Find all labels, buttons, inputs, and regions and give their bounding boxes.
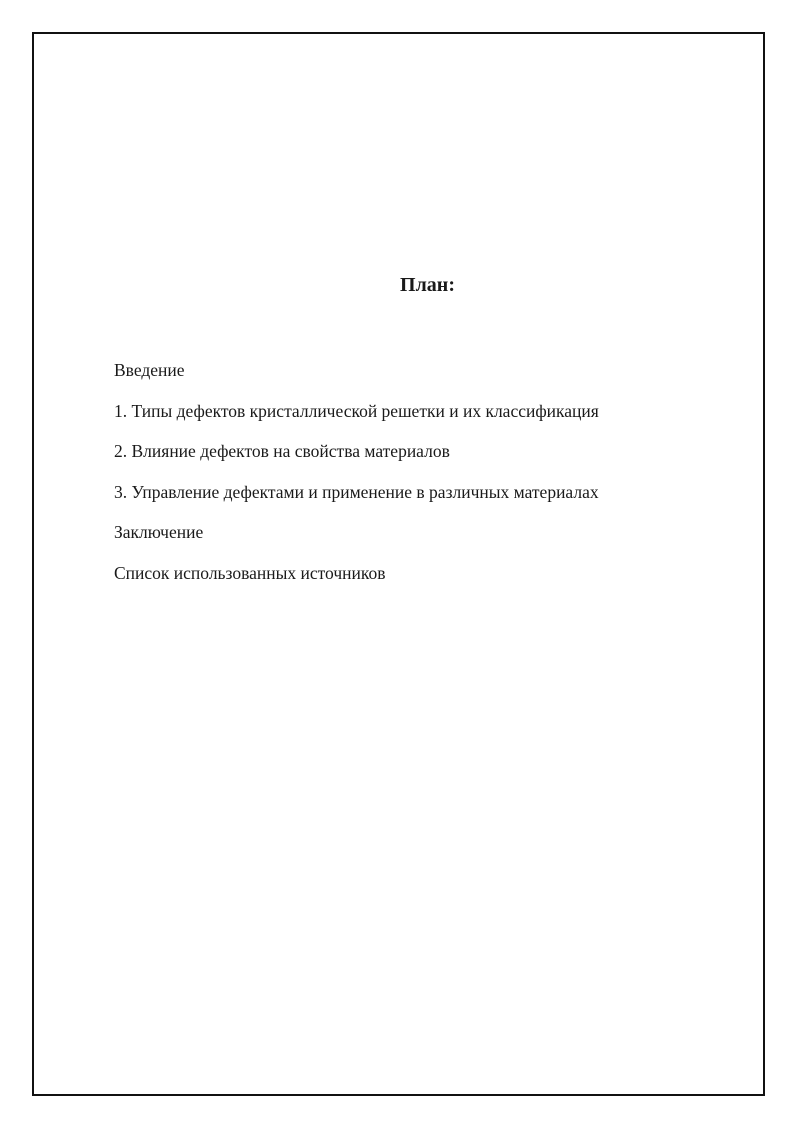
toc-item-references: Список использованных источников: [114, 562, 386, 583]
toc-item-conclusion: Заключение: [114, 522, 204, 542]
table-of-contents: [114, 350, 599, 593]
page-title: План:: [400, 274, 455, 296]
toc-item-chapter-1: 1. Типы дефектов кристаллической решетки и их классификация: [114, 400, 599, 421]
toc-item-chapter-2: 2. Влияние дефектов на свойства материалов: [114, 441, 450, 461]
toc-item-chapter-3: 3. Управление дефектами и применение в различных материалах: [114, 481, 599, 502]
toc-item-introduction: Введение: [114, 360, 185, 380]
